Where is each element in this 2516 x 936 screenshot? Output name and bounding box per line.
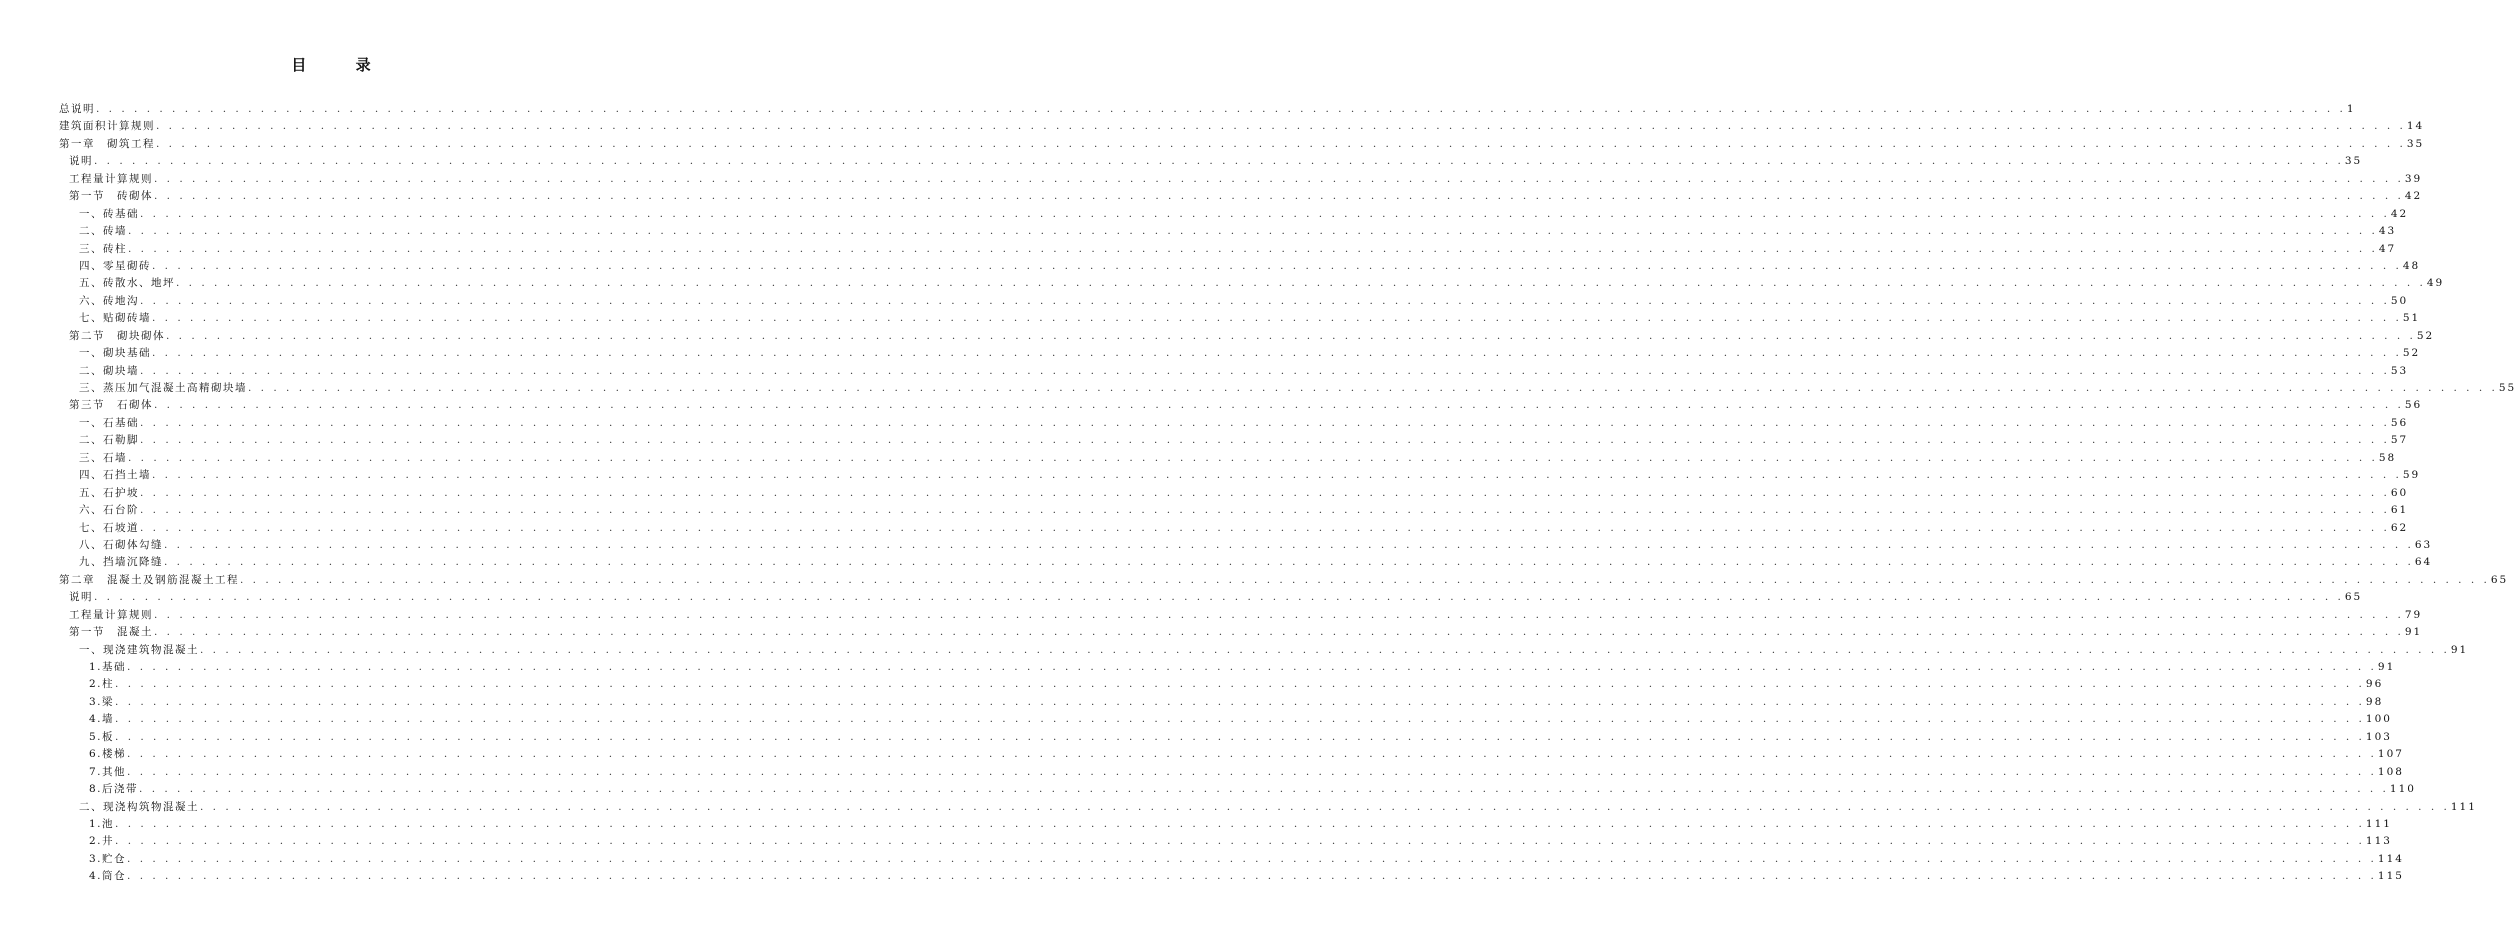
- toc-entry-page-number: 111: [2365, 817, 2392, 830]
- toc-entry-title: 九、挡墙沉降缝: [79, 556, 163, 569]
- toc-entry-title: 六、石台阶: [79, 504, 139, 517]
- toc-entry[interactable]: [59, 450, 2397, 467]
- toc-entry-title: 三、石墙: [79, 451, 127, 464]
- toc-entry[interactable]: [59, 415, 2409, 432]
- toc-dot-leader: [140, 208, 2390, 220]
- toc-entry-title: 说明: [69, 591, 93, 604]
- toc-entry-title: 六、砖地沟: [79, 294, 139, 307]
- toc-entry-page-number: 96: [2365, 678, 2384, 691]
- toc-entry-page-number: 35: [2406, 137, 2425, 150]
- toc-dot-leader: [154, 399, 2404, 411]
- toc-dot-leader: [200, 801, 2450, 813]
- toc-entry-page-number: 14: [2406, 120, 2425, 133]
- toc-entry[interactable]: [59, 868, 2404, 885]
- toc-entry[interactable]: [59, 711, 2392, 728]
- toc-entry[interactable]: [59, 153, 2363, 170]
- toc-entry[interactable]: [59, 781, 2416, 798]
- toc-dot-leader: [176, 277, 2426, 289]
- toc-entry-title: 五、砖散水、地坪: [79, 277, 175, 290]
- toc-entry-page-number: 57: [2390, 434, 2409, 447]
- toc-entry-title: 二、石勒脚: [79, 434, 139, 447]
- toc-dot-leader: [140, 504, 2390, 516]
- toc-entry-page-number: 100: [2365, 713, 2392, 726]
- toc-entry-page-number: 61: [2390, 504, 2409, 517]
- toc-entry[interactable]: [59, 136, 2425, 153]
- toc-dot-leader: [128, 243, 2378, 255]
- toc-dot-leader: [96, 103, 2346, 115]
- toc-entry-title: 一、砖基础: [79, 207, 139, 220]
- toc-entry-page-number: 49: [2426, 277, 2445, 290]
- toc-entry-page-number: 1: [2346, 103, 2356, 115]
- toc-entry[interactable]: [59, 502, 2409, 519]
- toc-entry-title: 4.墙: [89, 713, 115, 726]
- toc-entry-page-number: 64: [2414, 556, 2433, 569]
- toc-entry[interactable]: [59, 258, 2421, 275]
- toc-entry[interactable]: [59, 328, 2435, 345]
- toc-entry-page-number: 60: [2390, 486, 2409, 499]
- toc-dot-leader: [127, 870, 2377, 882]
- toc-dot-leader: [156, 138, 2406, 150]
- toc-entry-page-number: 63: [2414, 538, 2433, 551]
- toc-entry[interactable]: [59, 171, 2423, 188]
- toc-entry-title: 一、砌块基础: [79, 347, 151, 360]
- toc-dot-leader: [154, 626, 2404, 638]
- toc-entry-title: 七、石坡道: [79, 521, 139, 534]
- toc-dot-leader: [128, 225, 2378, 237]
- toc-entry-page-number: 91: [2377, 661, 2396, 673]
- toc-entry-page-number: 52: [2402, 347, 2421, 360]
- toc-entry-title: 四、零星砌砖: [79, 259, 151, 272]
- toc-entry[interactable]: [59, 729, 2392, 746]
- toc-entry[interactable]: [59, 206, 2409, 223]
- toc-entry-title: 1.池: [89, 817, 115, 830]
- toc-entry-page-number: 114: [2377, 852, 2404, 865]
- toc-entry-page-number: 50: [2390, 294, 2409, 307]
- toc-entry[interactable]: [59, 589, 2363, 606]
- toc-dot-leader: [152, 347, 2402, 359]
- toc-entry-title: 3.贮仓: [89, 852, 127, 865]
- toc-entry[interactable]: [59, 624, 2423, 641]
- toc-entry[interactable]: [59, 101, 2356, 118]
- toc-entry-title: 三、蒸压加气混凝土高精砌块墙: [79, 382, 247, 394]
- toc-entry-page-number: 113: [2365, 835, 2392, 848]
- toc-entry[interactable]: [59, 380, 2516, 397]
- toc-dot-leader: [200, 644, 2450, 656]
- toc-entry-page-number: 56: [2404, 399, 2423, 412]
- toc-dot-leader: [140, 295, 2390, 307]
- toc-entry-title: 建筑面积计算规则: [59, 120, 155, 133]
- toc-entry-page-number: 58: [2378, 451, 2397, 464]
- toc-entry-title: 二、砖墙: [79, 225, 127, 238]
- toc-entry-page-number: 111: [2450, 800, 2477, 813]
- toc-entry-page-number: 110: [2389, 783, 2416, 796]
- toc-entry[interactable]: [59, 537, 2433, 554]
- toc-entry-title: 工程量计算规则: [69, 608, 153, 621]
- toc-entry-title: 五、石护坡: [79, 486, 139, 499]
- toc-entry[interactable]: [59, 676, 2384, 693]
- toc-entry-page-number: 91: [2404, 626, 2423, 639]
- toc-dot-leader: [140, 434, 2390, 446]
- toc-entry-page-number: 103: [2365, 730, 2392, 743]
- toc-entry-page-number: 98: [2365, 695, 2384, 708]
- toc-entry[interactable]: [59, 642, 2469, 659]
- toc-entry[interactable]: [59, 851, 2404, 868]
- toc-dot-leader: [115, 835, 2365, 847]
- toc-entry[interactable]: [59, 572, 2509, 589]
- toc-entry-title: 1.基础: [89, 661, 127, 673]
- toc-dot-leader: [139, 783, 2389, 795]
- toc-dot-leader: [127, 766, 2377, 778]
- toc-entry-page-number: 65: [2490, 573, 2509, 586]
- toc-entry[interactable]: [59, 833, 2392, 850]
- toc-entry[interactable]: [59, 764, 2404, 781]
- toc-entry[interactable]: [59, 363, 2409, 380]
- toc-dot-leader: [140, 365, 2390, 377]
- toc-entry-title: 7.其他: [89, 765, 127, 778]
- toc-dot-leader: [156, 120, 2406, 132]
- toc-entry-page-number: 65: [2344, 591, 2363, 604]
- toc-entry-title: 5.板: [89, 730, 115, 743]
- toc-entry-title: 4.筒仓: [89, 870, 127, 883]
- toc-dot-leader: [115, 731, 2365, 743]
- toc-entry-title: 第一节 混凝土: [69, 626, 153, 639]
- toc-entry-title: 一、石基础: [79, 416, 139, 429]
- toc-entry-title: 二、砌块墙: [79, 364, 139, 377]
- toc-entry-page-number: 115: [2377, 870, 2404, 883]
- toc-entry[interactable]: [59, 223, 2397, 240]
- toc-entry-title: 第一节 砖砌体: [69, 190, 153, 203]
- toc-entry-title: 总说明: [59, 103, 95, 115]
- toc-entry-page-number: 51: [2402, 312, 2421, 325]
- toc-entry[interactable]: [59, 345, 2421, 362]
- toc-entry[interactable]: [59, 746, 2404, 763]
- toc-dot-leader: [115, 818, 2365, 830]
- toc-entry[interactable]: [59, 485, 2409, 502]
- toc-dot-leader: [248, 382, 2498, 394]
- toc-entry-title: 说明: [69, 155, 93, 168]
- toc-entry-title: 2.井: [89, 835, 115, 848]
- toc-entry-title: 6.楼梯: [89, 748, 127, 761]
- toc-entry-title: 七、贴砌砖墙: [79, 312, 151, 325]
- toc-entry[interactable]: [59, 520, 2409, 537]
- toc-entry[interactable]: [59, 432, 2409, 449]
- toc-entry-title: 四、石挡土墙: [79, 469, 151, 482]
- toc-entry-page-number: 43: [2378, 225, 2397, 238]
- toc-entry-title: 第三节 石砌体: [69, 399, 153, 412]
- toc-dot-leader: [240, 574, 2490, 586]
- table-of-contents: [59, 101, 2516, 886]
- toc-entry[interactable]: [59, 118, 2425, 135]
- toc-entry[interactable]: [59, 607, 2423, 624]
- toc-dot-leader: [164, 556, 2414, 568]
- toc-dot-leader: [128, 452, 2378, 464]
- toc-dot-leader: [127, 661, 2377, 673]
- toc-dot-leader: [140, 417, 2390, 429]
- toc-dot-leader: [94, 155, 2344, 167]
- toc-dot-leader: [115, 696, 2365, 708]
- toc-entry-page-number: 55: [2498, 382, 2516, 394]
- toc-entry[interactable]: [59, 467, 2421, 484]
- page-title: 目 录: [291, 56, 393, 74]
- toc-entry-title: 第一章 砌筑工程: [59, 137, 155, 150]
- toc-dot-leader: [166, 330, 2416, 342]
- toc-entry[interactable]: [59, 188, 2423, 205]
- toc-dot-leader: [154, 609, 2404, 621]
- toc-entry-page-number: 52: [2416, 329, 2435, 342]
- toc-entry-page-number: 91: [2450, 643, 2469, 656]
- toc-dot-leader: [115, 678, 2365, 690]
- toc-entry-page-number: 79: [2404, 608, 2423, 621]
- toc-entry[interactable]: [59, 275, 2445, 292]
- toc-entry-page-number: 62: [2390, 521, 2409, 534]
- toc-dot-leader: [140, 522, 2390, 534]
- toc-entry-page-number: 48: [2402, 259, 2421, 272]
- toc-entry[interactable]: [59, 554, 2433, 571]
- toc-entry[interactable]: [59, 397, 2423, 414]
- toc-dot-leader: [140, 487, 2390, 499]
- toc-entry-title: 第二节 砌块砌体: [69, 329, 165, 342]
- toc-dot-leader: [154, 173, 2404, 185]
- toc-dot-leader: [152, 469, 2402, 481]
- toc-entry-title: 一、现浇建筑物混凝土: [79, 643, 199, 656]
- toc-dot-leader: [127, 748, 2377, 760]
- toc-entry[interactable]: [59, 799, 2477, 816]
- toc-entry-page-number: 39: [2404, 172, 2423, 185]
- toc-entry-title: 2.柱: [89, 678, 115, 691]
- toc-dot-leader: [152, 260, 2402, 272]
- toc-entry-page-number: 53: [2390, 364, 2409, 377]
- toc-entry-title: 第二章 混凝土及钢筋混凝土工程: [59, 573, 239, 586]
- toc-dot-leader: [152, 312, 2402, 324]
- toc-entry-title: 3.梁: [89, 695, 115, 708]
- toc-entry-page-number: 107: [2377, 748, 2404, 761]
- toc-entry[interactable]: [59, 241, 2397, 258]
- toc-dot-leader: [94, 591, 2344, 603]
- toc-entry-page-number: 108: [2377, 765, 2404, 778]
- toc-dot-leader: [127, 853, 2377, 865]
- toc-dot-leader: [115, 713, 2365, 725]
- toc-entry-page-number: 59: [2402, 469, 2421, 482]
- toc-entry-page-number: 56: [2390, 416, 2409, 429]
- toc-entry[interactable]: [59, 310, 2421, 327]
- toc-entry-title: 二、现浇构筑物混凝土: [79, 800, 199, 813]
- toc-entry[interactable]: [59, 659, 2396, 676]
- toc-entry[interactable]: [59, 293, 2409, 310]
- toc-dot-leader: [154, 190, 2404, 202]
- toc-entry[interactable]: [59, 694, 2384, 711]
- toc-entry-page-number: 35: [2344, 155, 2363, 168]
- toc-entry-title: 三、砖柱: [79, 242, 127, 255]
- toc-entry-page-number: 47: [2378, 242, 2397, 255]
- toc-entry-title: 八、石砌体勾缝: [79, 538, 163, 551]
- toc-entry-page-number: 42: [2404, 190, 2423, 203]
- toc-dot-leader: [164, 539, 2414, 551]
- toc-entry-page-number: 42: [2390, 207, 2409, 220]
- toc-entry-title: 8.后浇带: [89, 783, 139, 796]
- toc-entry-title: 工程量计算规则: [69, 172, 153, 185]
- toc-entry[interactable]: [59, 816, 2392, 833]
